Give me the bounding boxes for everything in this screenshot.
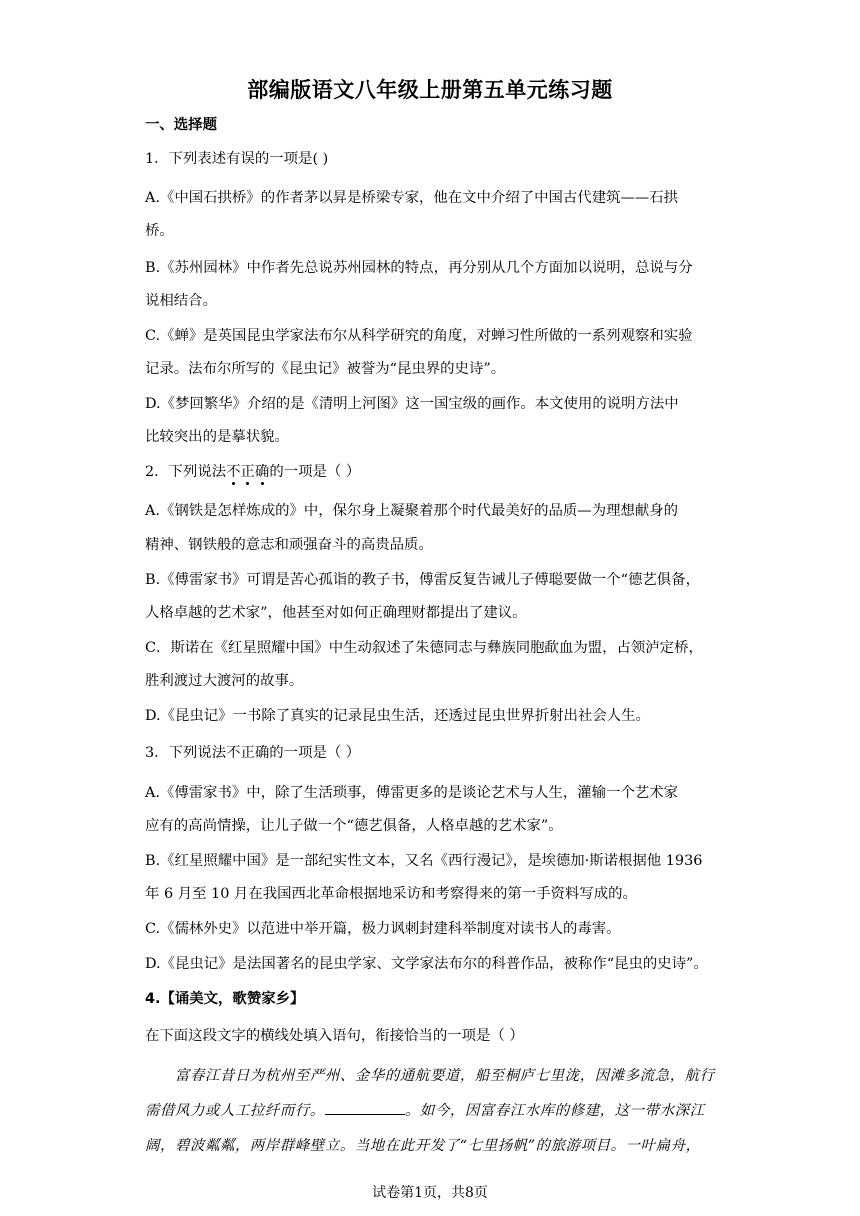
q2-emphasis-char: 不 [226, 464, 241, 480]
q3-option-c: C.《儒林外史》以范进中举开篇，极力讽刺封建科举制度对读书人的毒害。 [145, 921, 621, 937]
q2-emphasis-char: 正 [240, 464, 255, 480]
q4-passage-text: 。如今，因富春江水库的修建，这一带水深江 [404, 1103, 705, 1119]
q3-option-a: A.《傅雷家书》中，除了生活琐事，傅雷更多的是谈论艺术与人生，灌输一个艺术家 [145, 785, 679, 801]
q3-option-b: B.《红星照耀中国》是一部纪实性文本，又名《西行漫记》，是埃德加·斯诺根据他 1936 [145, 853, 703, 869]
q1-option-c: C.《蝉》是英国昆虫学家法布尔从科学研究的角度，对蝉习性所做的一系列观察和实验 [145, 328, 693, 344]
q2-option-a-cont: 精神、钢铁般的意志和顽强奋斗的高贵品质。 [145, 537, 433, 553]
q3-option-d: D.《昆虫记》是法国著名的昆虫学家、文学家法布尔的科普作品，被称作“昆虫的史诗”。 [145, 956, 708, 972]
q1-option-d-cont: 比较突出的是摹状貌。 [145, 429, 289, 445]
q1-option-a-cont: 桥。 [145, 223, 174, 239]
q1-stem: 1．下列表述有误的一项是( ) [145, 151, 329, 167]
q2-option-d: D.《昆虫记》一书除了真实的记录昆虫生活，还透过昆虫世界折射出社会人生。 [145, 708, 650, 724]
q3-stem: 3．下列说法不正确的一项是（ ） [145, 745, 361, 761]
q2-emphasis-char: 确 [254, 464, 270, 480]
q1-option-b-cont: 说相结合。 [145, 293, 217, 309]
q2-stem [145, 460, 715, 481]
q1-option-c-cont: 记录。法布尔所写的《昆虫记》被誉为“昆虫界的史诗”。 [145, 361, 506, 377]
fill-in-blank [325, 1100, 405, 1115]
section-heading: 一、选择题 [145, 117, 217, 133]
q1-option-b: B.《苏州园林》中作者先总说苏州园林的特点，再分别从几个方面加以说明，总说与分 [145, 260, 693, 276]
page-title: 部编版语文八年级上册第五单元练习题 [247, 78, 613, 102]
q4-stem: 4.【诵美文，歌赞家乡】 [145, 991, 305, 1007]
q4-instruction: 在下面这段文字的横线处填入语句，衔接恰当的一项是（ ） [145, 1028, 524, 1044]
q2-option-c: C．斯诺在《红星照耀中国》中生动叙述了朱德同志与彝族同胞歃血为盟，占领泸定桥， [145, 640, 703, 656]
q2-option-b-cont: 人格卓越的艺术家”，他甚至对如何正确理财都提出了建议。 [145, 605, 527, 621]
q1-option-d: D.《梦回繁华》介绍的是《清明上河图》这一国宝级的画作。本文使用的说明方法中 [145, 396, 679, 412]
page-footer: 试卷第1页，共8页 [372, 1185, 488, 1201]
q2-stem-prefix: 2．下列说法 [145, 464, 227, 480]
q2-option-b: B.《傅雷家书》可谓是苦心孤诣的教子书，傅雷反复告诫儿子傅聪要做一个“德艺俱备， [145, 572, 700, 588]
q2-stem-suffix: 的一项是（ ） [269, 464, 361, 480]
q3-option-a-cont: 应有的高尚情操，让儿子做一个“德艺俱备，人格卓越的艺术家”。 [145, 818, 563, 834]
q4-passage-line [145, 1099, 715, 1120]
q3-option-b-cont: 年 6 月至 10 月在我国西北革命根据地采访和考察得来的第一手资料写成的。 [145, 886, 637, 902]
q4-passage-line: 阔，碧波粼粼，两岸群峰壁立。当地在此开发了“七里扬帆”的旅游项目。一叶扁舟， [145, 1138, 701, 1154]
q1-option-a: A.《中国石拱桥》的作者茅以昇是桥梁专家，他在文中介绍了中国古代建筑——石拱 [145, 190, 679, 206]
q2-option-a: A.《钢铁是怎样炼成的》中，保尔身上凝聚着那个时代最美好的品质—为理想献身的 [145, 503, 679, 519]
q4-passage-line: 富春江昔日为杭州至严州、金华的通航要道，船至桐庐七里泷，因滩多流急，航行 [175, 1068, 715, 1084]
q4-passage-text: 需借风力或人工拉纤而行。 [145, 1103, 325, 1119]
q2-option-c-cont: 胜利渡过大渡河的故事。 [145, 673, 304, 689]
